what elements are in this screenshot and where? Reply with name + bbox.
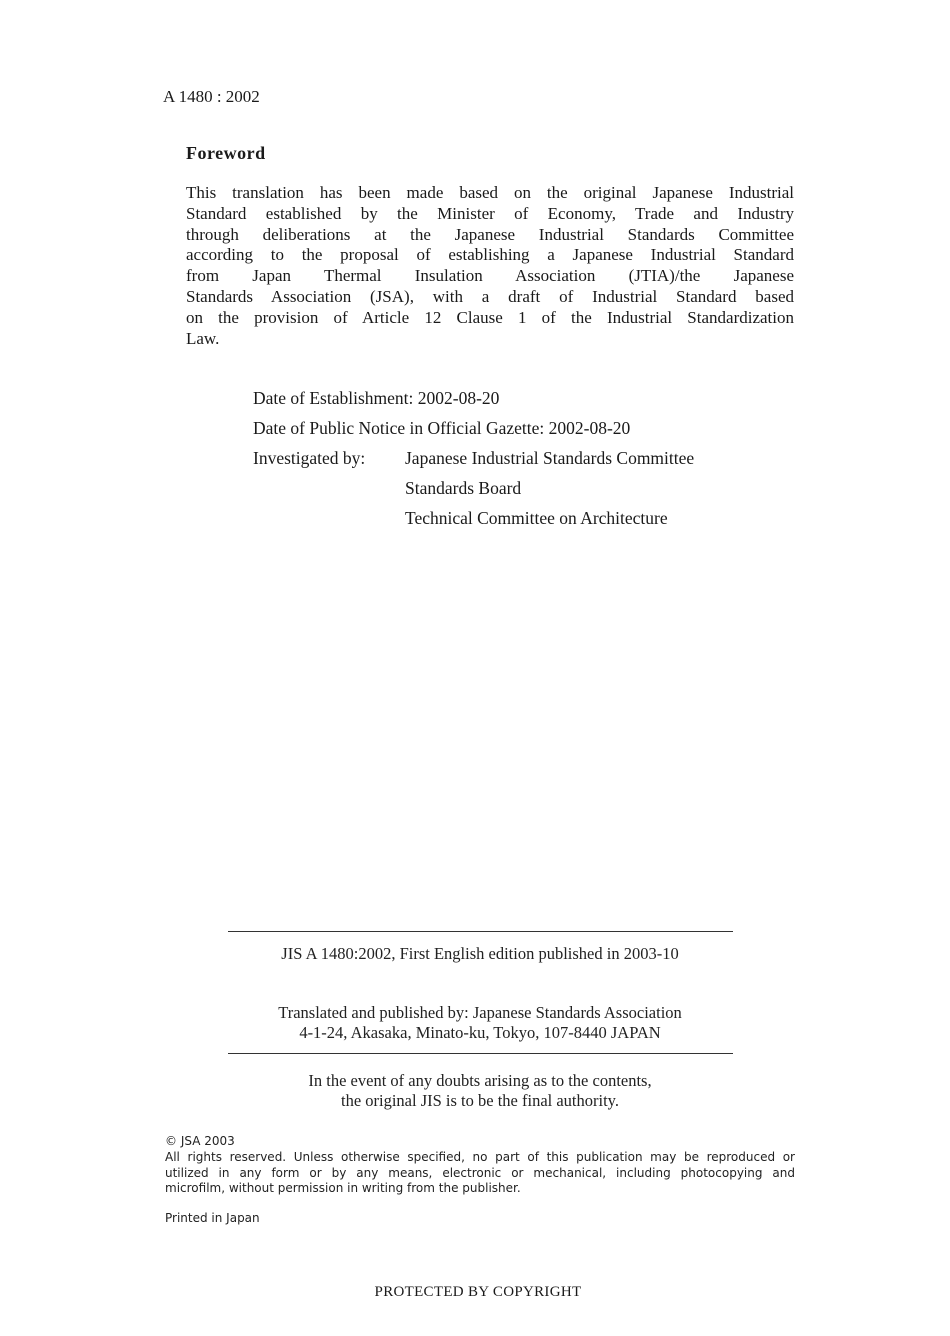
edition-line: JIS A 1480:2002, First English edition published in 2003-10 xyxy=(281,944,679,963)
foreword-heading: Foreword xyxy=(186,143,266,163)
copyright-block xyxy=(165,1134,795,1197)
date-of-public-notice: Date of Public Notice in Official Gazette: 2002-08-20 xyxy=(253,418,631,438)
rights-line: All rights reserved. Unless otherwise specified, no part of this publication may be reproduced or xyxy=(165,1149,795,1164)
foreword-line: on the provision of Article 12 Clause 1 of the Industrial Standardization xyxy=(186,307,794,327)
investigating-body: Japanese Industrial Standards Committee xyxy=(405,448,695,468)
copyright-notice: © JSA 2003 xyxy=(165,1134,235,1148)
authority-line: In the event of any doubts arising as to the contents, xyxy=(308,1071,652,1090)
protected-by-copyright: PROTECTED BY COPYRIGHT xyxy=(374,1284,582,1300)
investigating-body: Technical Committee on Architecture xyxy=(405,508,668,528)
investigated-by-label: Investigated by: xyxy=(253,448,366,468)
foreword-line: from Japan Thermal Insulation Association (JTIA)/the Japanese xyxy=(186,266,794,286)
foreword-body xyxy=(186,183,794,349)
foreword-line: Law. xyxy=(186,328,220,348)
address-line: 4-1-24, Akasaka, Minato-ku, Tokyo, 107-8440 JAPAN xyxy=(299,1023,661,1042)
foreword-line: Standard established by the Minister of Economy, Trade and Industry xyxy=(186,203,794,223)
divider-top xyxy=(228,931,733,932)
divider-bottom xyxy=(228,1053,733,1054)
foreword-line: This translation has been made based on the original Japanese Industrial xyxy=(186,183,794,202)
rights-line: utilized in any form or by any means, electronic or mechanical, including photocopying and xyxy=(165,1165,795,1180)
rights-line: microfilm, without permission in writing from the publisher. xyxy=(165,1181,521,1196)
document-number: A 1480 : 2002 xyxy=(163,87,260,106)
date-of-establishment: Date of Establishment: 2002-08-20 xyxy=(253,388,500,408)
printed-in: Printed in Japan xyxy=(165,1211,260,1225)
foreword-line: according to the proposal of establishing a Japanese Industrial Standard xyxy=(186,245,794,265)
publisher-line: Translated and published by: Japanese Standards Association xyxy=(278,1003,682,1022)
foreword-line: Standards Association (JSA), with a draft of Industrial Standard based xyxy=(186,286,794,306)
investigating-body: Standards Board xyxy=(405,478,522,498)
foreword-line: through deliberations at the Japanese Industrial Standards Committee xyxy=(186,224,794,244)
authority-line: the original JIS is to be the final authority. xyxy=(340,1091,619,1110)
